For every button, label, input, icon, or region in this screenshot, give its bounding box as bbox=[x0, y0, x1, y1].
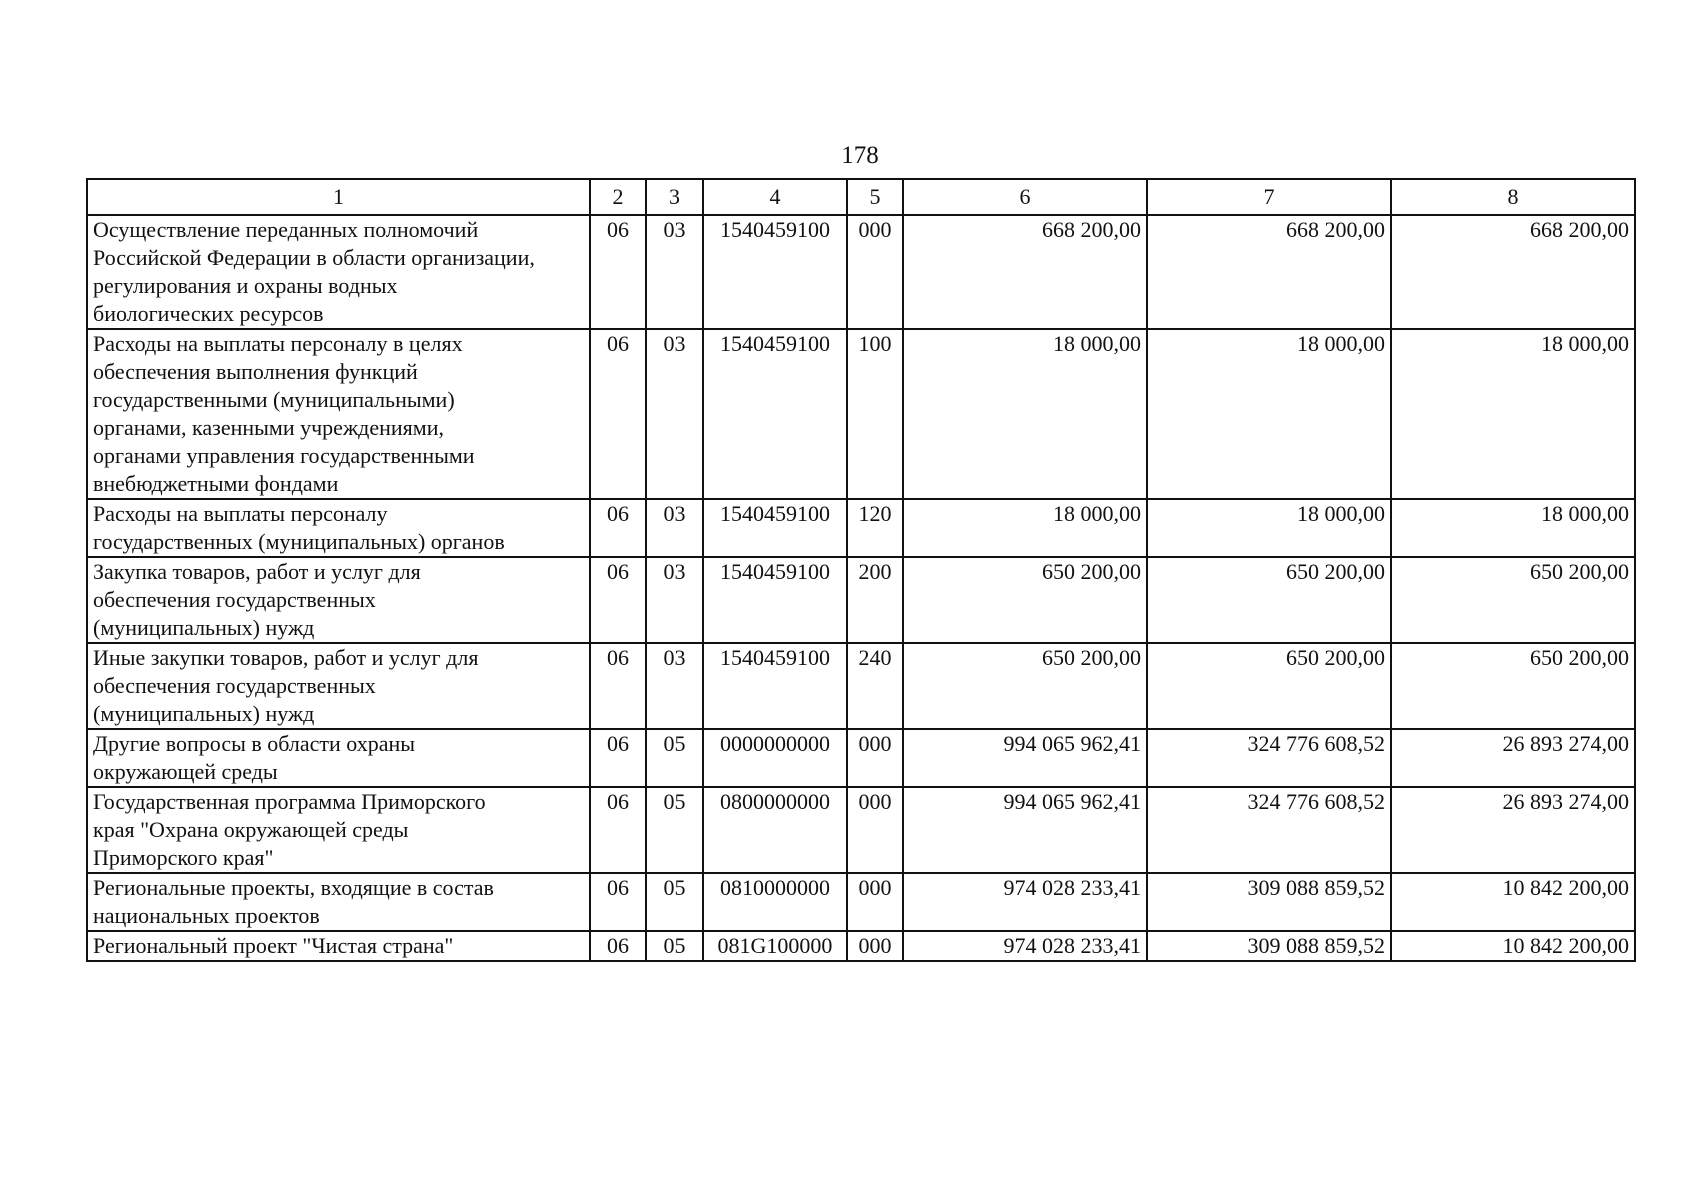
item-name-line: регулирования и охраны водных bbox=[93, 273, 398, 298]
amount-column-7: 650 200,00 bbox=[1147, 557, 1391, 643]
item-name-line: края "Охрана окружающей среды bbox=[93, 817, 409, 842]
table-row bbox=[87, 215, 1635, 329]
column-number-row bbox=[87, 179, 1635, 215]
target-article-code: 1540459100 bbox=[703, 215, 847, 329]
amount-column-8: 10 842 200,00 bbox=[1391, 873, 1635, 931]
column-header: 3 bbox=[646, 179, 703, 215]
item-name-line: Российской Федерации в области организации, bbox=[93, 245, 535, 270]
table-row bbox=[87, 329, 1635, 499]
item-name-cell bbox=[87, 931, 590, 961]
item-name-line: окружающей среды bbox=[93, 759, 278, 784]
expense-type-code: 000 bbox=[847, 787, 903, 873]
subsection-code: 05 bbox=[646, 873, 703, 931]
target-article-code: 0810000000 bbox=[703, 873, 847, 931]
expense-type-code: 120 bbox=[847, 499, 903, 557]
item-name-line: национальных проектов bbox=[93, 903, 320, 928]
item-name-cell bbox=[87, 873, 590, 931]
item-name-line: Другие вопросы в области охраны bbox=[93, 731, 416, 756]
amount-column-7: 309 088 859,52 bbox=[1147, 873, 1391, 931]
section-code: 06 bbox=[590, 931, 646, 961]
subsection-code: 03 bbox=[646, 557, 703, 643]
column-header: 8 bbox=[1391, 179, 1635, 215]
page-number: 178 bbox=[841, 142, 879, 169]
section-code: 06 bbox=[590, 787, 646, 873]
target-article-code: 0800000000 bbox=[703, 787, 847, 873]
column-header: 1 bbox=[87, 179, 590, 215]
amount-column-6: 18 000,00 bbox=[903, 499, 1147, 557]
item-name-cell bbox=[87, 787, 590, 873]
amount-column-7: 309 088 859,52 bbox=[1147, 931, 1391, 961]
table-row bbox=[87, 931, 1635, 961]
amount-column-6: 994 065 962,41 bbox=[903, 787, 1147, 873]
column-header: 6 bbox=[903, 179, 1147, 215]
amount-column-7: 18 000,00 bbox=[1147, 329, 1391, 499]
section-code: 06 bbox=[590, 729, 646, 787]
item-name-line: Закупка товаров, работ и услуг для bbox=[93, 559, 421, 584]
amount-column-7: 650 200,00 bbox=[1147, 643, 1391, 729]
table-row bbox=[87, 729, 1635, 787]
target-article-code: 1540459100 bbox=[703, 557, 847, 643]
item-name-line: Приморского края" bbox=[93, 845, 274, 870]
target-article-code: 1540459100 bbox=[703, 643, 847, 729]
subsection-code: 05 bbox=[646, 729, 703, 787]
item-name-line: обеспечения государственных bbox=[93, 587, 376, 612]
item-name-line: обеспечения выполнения функций bbox=[93, 359, 418, 384]
table-row bbox=[87, 873, 1635, 931]
amount-column-7: 324 776 608,52 bbox=[1147, 787, 1391, 873]
amount-column-6: 974 028 233,41 bbox=[903, 931, 1147, 961]
target-article-code: 1540459100 bbox=[703, 499, 847, 557]
item-name-line: Государственная программа Приморского bbox=[93, 789, 486, 814]
amount-column-6: 650 200,00 bbox=[903, 557, 1147, 643]
item-name-line: органами управления государственными bbox=[93, 443, 475, 468]
expense-type-code: 000 bbox=[847, 215, 903, 329]
item-name-line: Осуществление переданных полномочий bbox=[93, 217, 479, 242]
section-code: 06 bbox=[590, 557, 646, 643]
item-name-line: органами, казенными учреждениями, bbox=[93, 415, 444, 440]
amount-column-8: 26 893 274,00 bbox=[1391, 787, 1635, 873]
amount-column-8: 650 200,00 bbox=[1391, 643, 1635, 729]
item-name-line: биологических ресурсов bbox=[93, 301, 324, 326]
item-name-cell bbox=[87, 329, 590, 499]
item-name-cell bbox=[87, 643, 590, 729]
item-name-line: (муниципальных) нужд bbox=[93, 701, 315, 726]
amount-column-6: 994 065 962,41 bbox=[903, 729, 1147, 787]
column-header: 5 bbox=[847, 179, 903, 215]
subsection-code: 03 bbox=[646, 499, 703, 557]
item-name-cell bbox=[87, 215, 590, 329]
subsection-code: 05 bbox=[646, 787, 703, 873]
table-body bbox=[87, 179, 1635, 961]
item-name-line: Расходы на выплаты персоналу в целях bbox=[93, 331, 463, 356]
expense-type-code: 000 bbox=[847, 931, 903, 961]
target-article-code: 0000000000 bbox=[703, 729, 847, 787]
target-article-code: 1540459100 bbox=[703, 329, 847, 499]
table-row bbox=[87, 787, 1635, 873]
section-code: 06 bbox=[590, 329, 646, 499]
amount-column-8: 18 000,00 bbox=[1391, 329, 1635, 499]
subsection-code: 05 bbox=[646, 931, 703, 961]
amount-column-6: 974 028 233,41 bbox=[903, 873, 1147, 931]
table-row bbox=[87, 499, 1635, 557]
column-header: 7 bbox=[1147, 179, 1391, 215]
table-row bbox=[87, 643, 1635, 729]
expense-type-code: 000 bbox=[847, 873, 903, 931]
section-code: 06 bbox=[590, 215, 646, 329]
item-name-cell bbox=[87, 729, 590, 787]
amount-column-6: 668 200,00 bbox=[903, 215, 1147, 329]
item-name-line: (муниципальных) нужд bbox=[93, 615, 315, 640]
amount-column-8: 26 893 274,00 bbox=[1391, 729, 1635, 787]
expense-type-code: 100 bbox=[847, 329, 903, 499]
amount-column-7: 668 200,00 bbox=[1147, 215, 1391, 329]
expense-type-code: 200 bbox=[847, 557, 903, 643]
amount-column-8: 650 200,00 bbox=[1391, 557, 1635, 643]
item-name-line: Региональный проект "Чистая страна" bbox=[93, 933, 454, 958]
expense-type-code: 240 bbox=[847, 643, 903, 729]
section-code: 06 bbox=[590, 499, 646, 557]
item-name-line: Иные закупки товаров, работ и услуг для bbox=[93, 645, 479, 670]
item-name-line: государственных (муниципальных) органов bbox=[93, 529, 505, 554]
subsection-code: 03 bbox=[646, 643, 703, 729]
budget-table bbox=[86, 178, 1636, 962]
amount-column-8: 18 000,00 bbox=[1391, 499, 1635, 557]
item-name-cell bbox=[87, 557, 590, 643]
table-row bbox=[87, 557, 1635, 643]
item-name-line: обеспечения государственных bbox=[93, 673, 376, 698]
item-name-line: внебюджетными фондами bbox=[93, 471, 339, 496]
amount-column-8: 668 200,00 bbox=[1391, 215, 1635, 329]
amount-column-8: 10 842 200,00 bbox=[1391, 931, 1635, 961]
amount-column-7: 18 000,00 bbox=[1147, 499, 1391, 557]
item-name-line: Расходы на выплаты персоналу bbox=[93, 501, 388, 526]
item-name-cell bbox=[87, 499, 590, 557]
item-name-line: Региональные проекты, входящие в состав bbox=[93, 875, 494, 900]
subsection-code: 03 bbox=[646, 329, 703, 499]
amount-column-6: 18 000,00 bbox=[903, 329, 1147, 499]
amount-column-6: 650 200,00 bbox=[903, 643, 1147, 729]
column-header: 4 bbox=[703, 179, 847, 215]
expense-type-code: 000 bbox=[847, 729, 903, 787]
amount-column-7: 324 776 608,52 bbox=[1147, 729, 1391, 787]
section-code: 06 bbox=[590, 643, 646, 729]
column-header: 2 bbox=[590, 179, 646, 215]
subsection-code: 03 bbox=[646, 215, 703, 329]
target-article-code: 081G100000 bbox=[703, 931, 847, 961]
item-name-line: государственными (муниципальными) bbox=[93, 387, 455, 412]
section-code: 06 bbox=[590, 873, 646, 931]
